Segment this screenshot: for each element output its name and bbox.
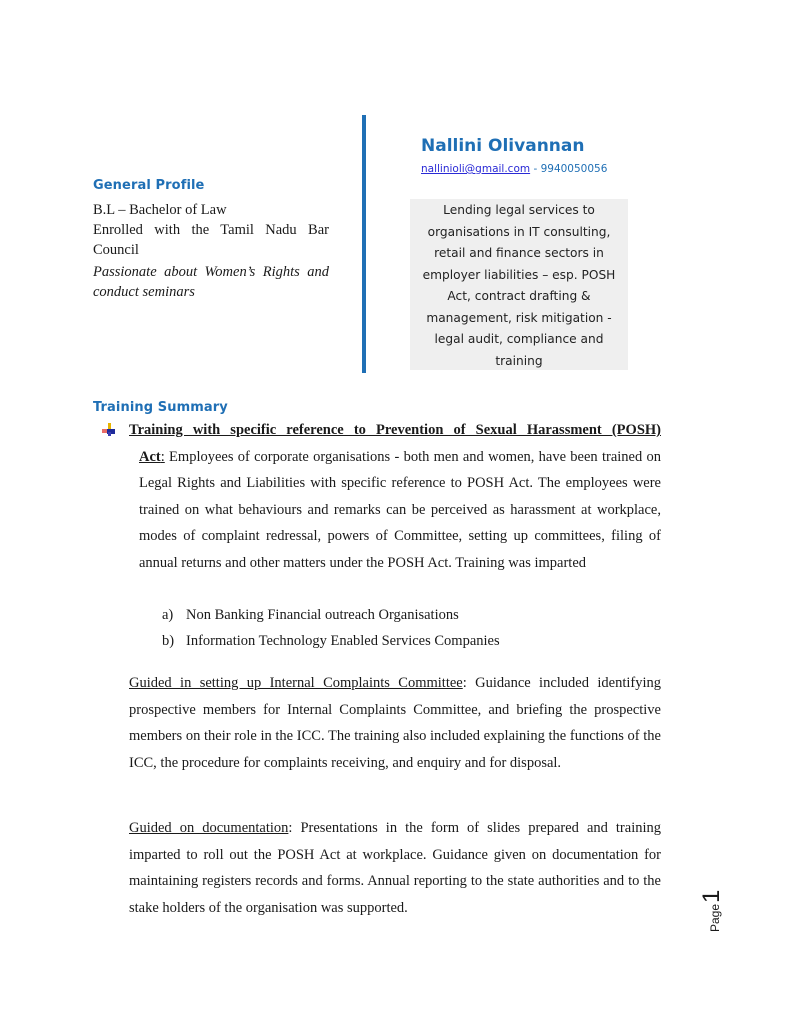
posh-training-body: Employees of corporate organisations - both men and women, have been trained on Legal Rights and Liabilities with specific reference to POSH Act. The employees were trained on what behaviours and remarks can be perceived as harassment at workplace, modes of complaint redressal, powers of Committee, setting up committees, filing of annual returns and other matters under the POSH Act. Training was imparted (139, 448, 661, 571)
posh-training-paragraph (129, 417, 661, 576)
page-label: Page (708, 903, 722, 932)
page-number-value: 1 (698, 889, 725, 903)
posh-training-title: Training with specific reference to Prevention of Sexual Harassment (POSH) (129, 422, 661, 438)
summary-line: management, risk mitigation - (426, 310, 612, 325)
vertical-divider (362, 115, 366, 373)
documentation-title: Guided on documentation (129, 820, 289, 836)
general-profile-heading: General Profile (93, 178, 205, 193)
summary-line: employer liabilities – esp. POSH (422, 267, 616, 282)
summary-line: Lending legal services to (443, 203, 595, 217)
icc-body: : Guidance included identifying prospective members for Internal Complaints Committee, and briefing the prospective members on their role in the ICC. The training also included explaining the functions of the ICC, the procedure for complaints receiving, and enquiry and for disposal. (129, 675, 661, 771)
list-item (162, 607, 459, 624)
training-summary-heading: Training Summary (93, 400, 228, 415)
list-text: Information Technology Enabled Services Companies (186, 633, 500, 649)
colorful-cross-bullet-icon (102, 423, 116, 437)
profile-enrolment: Enrolled with the Tamil Nadu Bar Council (93, 222, 329, 258)
summary-line: training (495, 353, 543, 368)
list-text: Non Banking Financial outreach Organisations (186, 607, 459, 623)
contact-separator: - (530, 163, 541, 175)
summary-box (410, 199, 628, 370)
posh-title-end: Act (139, 448, 161, 465)
summary-line: Act, contract drafting & (447, 289, 591, 303)
list-item (162, 633, 500, 650)
icc-guidance-paragraph (129, 670, 661, 776)
candidate-name: Nallini Olivannan (421, 136, 585, 156)
profile-passion: Passionate about Women’s Rights and conduct seminars (93, 264, 329, 300)
profile-degree: B.L – Bachelor of Law (93, 202, 227, 218)
documentation-body: : Presentations in the form of slides prepared and training imparted to roll out the POSH Act at workplace. Guidance given on documentation for maintaining registers records and forms. Annual reporting to the state authorities and to the stake holders of the organisation was supported. (129, 820, 661, 916)
list-marker: b) (162, 633, 175, 649)
posh-colon: : (160, 448, 165, 465)
documentation-paragraph (129, 815, 661, 921)
email-link[interactable]: nallinioli@gmail.com (421, 163, 531, 175)
list-marker: a) (162, 607, 174, 623)
icc-title: Guided in setting up Internal Complaints Committee (129, 675, 463, 691)
contact-line (421, 163, 607, 175)
summary-line: organisations in IT consulting, (427, 224, 611, 239)
phone-number: 9940050056 (540, 163, 608, 175)
summary-line: retail and finance sectors in (434, 246, 604, 260)
summary-line: legal audit, compliance and (434, 332, 604, 346)
page-number (698, 872, 738, 932)
